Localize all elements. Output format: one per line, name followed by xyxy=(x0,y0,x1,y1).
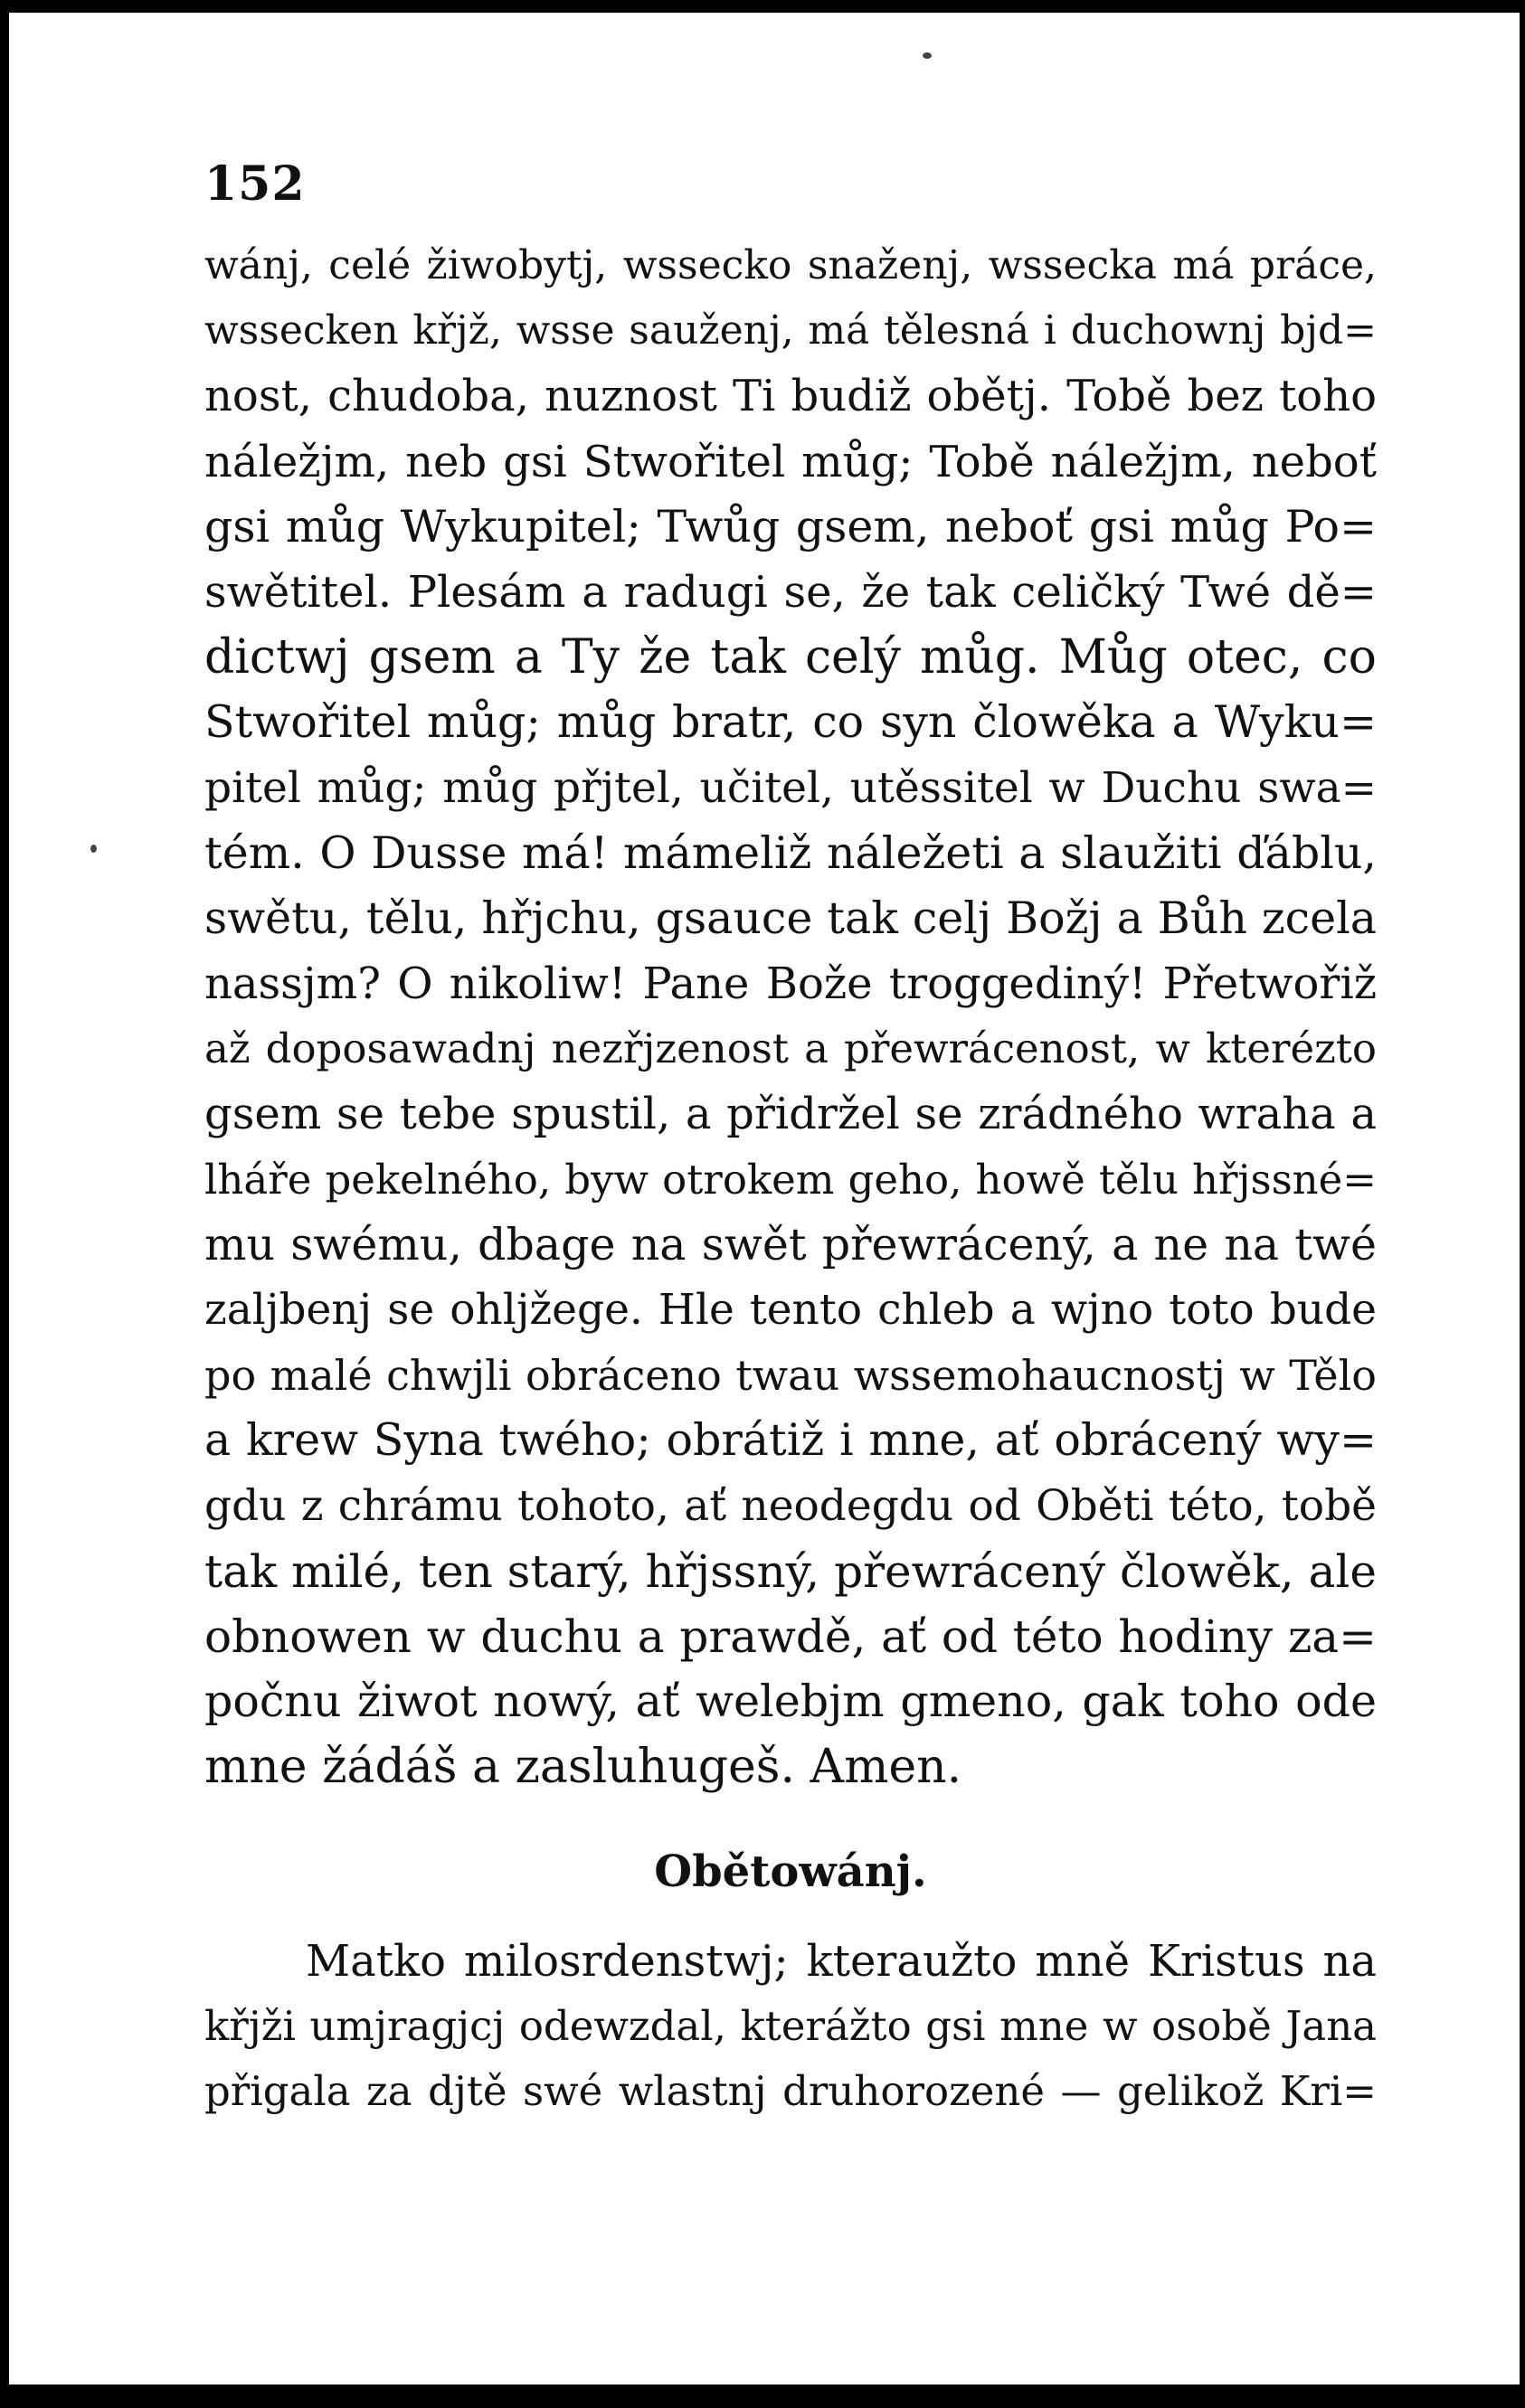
text-line: tém. O Dusse má! mámeliž náležeti a slaužiti ďáblu, xyxy=(204,826,1377,879)
text-line: dictwj gsem a Ty že tak celý můg. Můg otec, co xyxy=(204,630,1377,685)
text-line: křjži umjragjcj odewzdal, kterážto gsi mne w osobě Jana xyxy=(204,2002,1377,2051)
text-line: mne žádáš a zasluhugeš. Amen. xyxy=(204,1740,962,1795)
text-line: nassjm? O nikoliw! Pane Bože troggediný! Přetwořiž xyxy=(204,958,1377,1010)
text-line: a krew Syna twého; obrátiž i mne, ať obrácený wy= xyxy=(204,1414,1377,1467)
text-line: gdu z chrámu tohoto, ať neodegdu od Oběti této, tobě xyxy=(204,1480,1377,1531)
text-line: pitel můg; můg přjtel, učitel, utěssitel w Duchu swa= xyxy=(204,762,1377,813)
text-line: obnowen w duchu a prawdě, ať od této hodiny za= xyxy=(204,1610,1377,1663)
text-line: Matko milosrdenstwj; kteraužto mně Kristus na xyxy=(306,1936,1377,1987)
section-heading: Obětowánj. xyxy=(654,1846,927,1897)
text-line: swětu, tělu, hřjchu, gsauce tak celj Božj a Bůh zcela xyxy=(204,892,1377,944)
text-line: tak milé, ten starý, hřjssný, přewrácený člowěk, ale xyxy=(204,1544,1377,1598)
page-number: 152 xyxy=(204,156,306,212)
text-line: Stwořitel můg; můg bratr, co syn člowěka a Wyku= xyxy=(204,696,1377,749)
text-line: až doposawadnj nezřjzenost a přewrácenost, w kterézto xyxy=(204,1025,1377,1073)
text-line: zaljbenj se ohljžege. Hle tento chleb a wjno toto bude xyxy=(204,1285,1377,1335)
text-line: náležjm, neb gsi Stwořitel můg; Tobě náležjm, neboť xyxy=(204,436,1377,487)
text-line: swětitel. Plesám a radugi se, že tak celičký Twé dě= xyxy=(204,566,1377,618)
text-line: počnu žiwot nowý, ať welebjm gmeno, gak toho ode xyxy=(204,1676,1377,1728)
text-line: wánj, celé žiwobytj, wssecko snaženj, wssecka má práce, xyxy=(204,242,1377,288)
text-line: mu swému, dbage na swět přewrácený, a ne na twé xyxy=(204,1218,1377,1270)
text-line: gsi můg Wykupitel; Twůg gsem, neboť gsi můg Po= xyxy=(204,500,1377,552)
paragraph-offertory xyxy=(204,1929,1377,2125)
ink-speck xyxy=(90,845,97,853)
text-line: gsem se tebe spustil, a přidržel se zrádného wraha a xyxy=(204,1089,1377,1140)
ink-speck xyxy=(923,52,932,59)
text-line: lháře pekelného, byw otrokem geho, howě tělu hřjssné= xyxy=(204,1155,1377,1204)
paragraph-prayer xyxy=(204,233,1377,1800)
text-line: wssecken křjž, wsse sauženj, má tělesná i duchownj bjd= xyxy=(204,307,1377,354)
text-line: po malé chwjli obráceno twau wssemohaucnostj w Tělo xyxy=(204,1351,1377,1401)
text-line: nost, chudoba, nuznost Ti budiž obětj. Tobě bez toho xyxy=(204,371,1377,422)
text-line: přigala za djtě swé wlastnj druhorozené — gelikož Kri= xyxy=(204,2067,1377,2116)
